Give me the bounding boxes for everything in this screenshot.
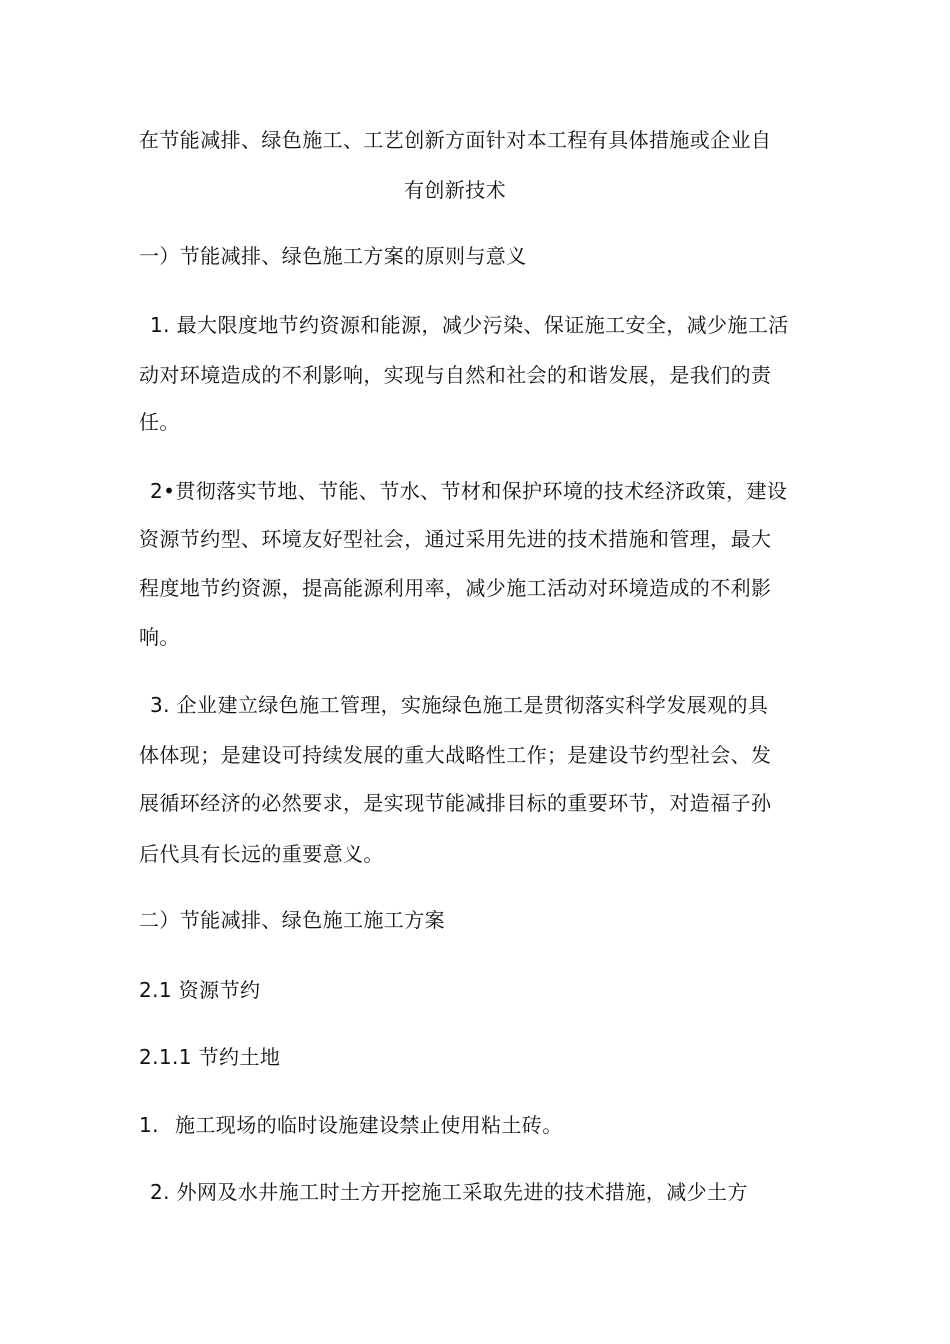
section-1-paragraph-1-line-3: 任。 — [139, 410, 180, 434]
section-1-heading: 一）节能减排、绿色施工方案的原则与意义 — [139, 244, 527, 268]
section-2-heading: 二）节能减排、绿色施工施工方案 — [139, 908, 445, 932]
section-1-paragraph-1-line-1: 1. 最大限度地节约资源和能源，减少污染、保证施工安全，减少施工活 — [150, 313, 789, 337]
list-item-1-number: 1. — [139, 1113, 159, 1137]
subsection-2-1-1-heading: 2.1.1 节约土地 — [139, 1045, 281, 1069]
section-1-paragraph-2-line-3: 程度地节约资源，提高能源利用率，减少施工活动对环境造成的不利影 — [139, 576, 772, 600]
section-1-paragraph-3-line-1: 3. 企业建立绿色施工管理，实施绿色施工是贯彻落实科学发展观的具 — [150, 693, 769, 717]
section-1-paragraph-2-line-2: 资源节约型、环境友好型社会，通过采用先进的技术措施和管理，最大 — [139, 527, 772, 551]
document-title-line-1: 在节能减排、绿色施工、工艺创新方面针对本工程有具体措施或企业自 — [139, 128, 772, 152]
section-1-paragraph-3-line-3: 展循环经济的必然要求，是实现节能减排目标的重要环节，对造福子孙 — [139, 791, 772, 815]
list-item-1-text: 施工现场的临时设施建设禁止使用粘土砖。 — [175, 1113, 563, 1137]
document-title-line-2: 有创新技术 — [404, 178, 506, 202]
section-1-paragraph-3-line-4: 后代具有长远的重要意义。 — [139, 842, 384, 866]
list-item-1 — [139, 1113, 563, 1137]
section-1-paragraph-2-line-4: 响。 — [139, 625, 180, 649]
section-1-paragraph-3-line-2: 体体现；是建设可持续发展的重大战略性工作；是建设节约型社会、发 — [139, 743, 772, 767]
section-1-paragraph-2-line-1: 2•贯彻落实节地、节能、节水、节材和保护环境的技术经济政策，建设 — [150, 479, 788, 503]
list-item-2: 2. 外网及水井施工时土方开挖施工采取先进的技术措施，减少土方 — [150, 1180, 748, 1204]
subsection-2-1-heading: 2.1 资源节约 — [139, 978, 261, 1002]
section-1-paragraph-1-line-2: 动对环境造成的不利影响，实现与自然和社会的和谐发展，是我们的责 — [139, 363, 772, 387]
